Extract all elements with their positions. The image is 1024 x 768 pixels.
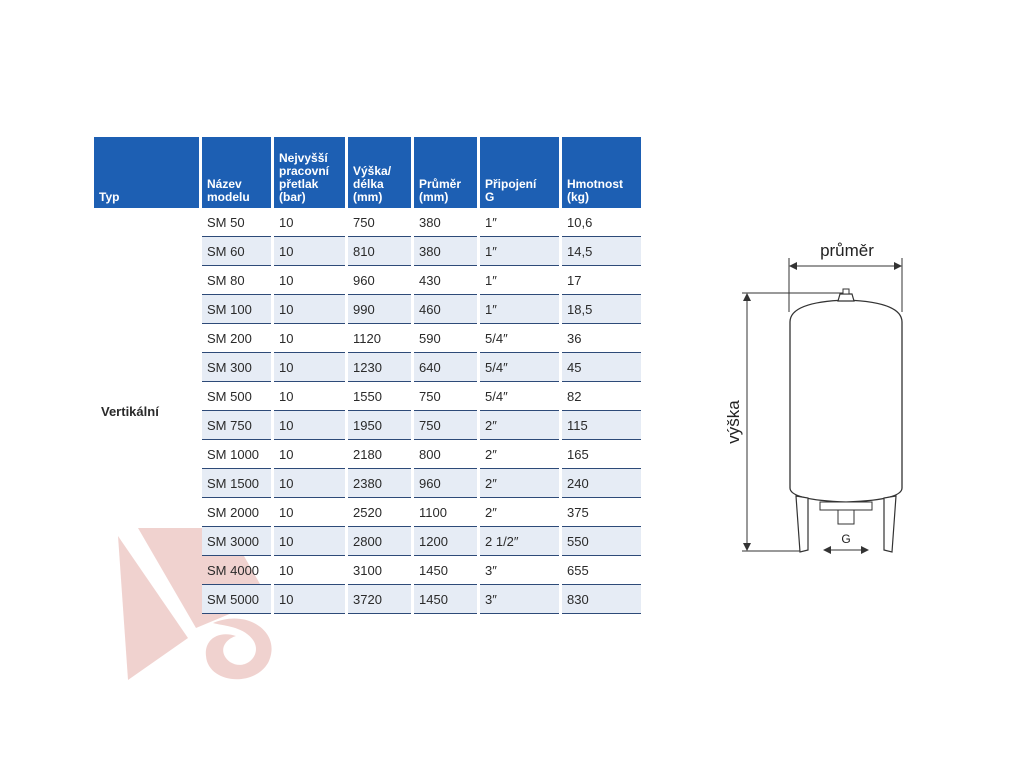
- cell-pressure: 10: [274, 237, 345, 266]
- cell-height: 990: [348, 295, 411, 324]
- cell-weight: 82: [562, 382, 641, 411]
- cell-pressure: 10: [274, 295, 345, 324]
- cell-height: 810: [348, 237, 411, 266]
- cell-diameter: 1200: [414, 527, 477, 556]
- table-header-row: [94, 137, 641, 208]
- type-cell: Vertikální: [101, 403, 159, 419]
- header-diameter: Průměr (mm): [414, 137, 477, 208]
- cell-pressure: 10: [274, 498, 345, 527]
- cell-model: SM 80: [202, 266, 271, 295]
- cell-height: 3100: [348, 556, 411, 585]
- cell-diameter: 640: [414, 353, 477, 382]
- spec-table: [91, 137, 644, 614]
- cell-connection: 2″: [480, 498, 559, 527]
- leg-right: [884, 496, 896, 552]
- cell-pressure: 10: [274, 382, 345, 411]
- cell-model: SM 3000: [202, 527, 271, 556]
- cell-connection: 5/4″: [480, 382, 559, 411]
- cell-model: SM 1500: [202, 469, 271, 498]
- vessel-body: [790, 300, 902, 502]
- cell-model: SM 500: [202, 382, 271, 411]
- cell-model: SM 50: [202, 208, 271, 237]
- header-weight: Hmotnost (kg): [562, 137, 641, 208]
- cell-model: SM 300: [202, 353, 271, 382]
- leg-left: [796, 496, 808, 552]
- cell-connection: 2″: [480, 440, 559, 469]
- cell-diameter: 590: [414, 324, 477, 353]
- vessel-diagram: [720, 230, 940, 560]
- cell-weight: 14,5: [562, 237, 641, 266]
- bottom-flange: [820, 502, 872, 510]
- cell-height: 2800: [348, 527, 411, 556]
- cell-connection: 1″: [480, 295, 559, 324]
- diameter-label: průměr: [820, 241, 874, 260]
- cell-connection: 3″: [480, 556, 559, 585]
- cell-diameter: 380: [414, 208, 477, 237]
- cell-height: 1950: [348, 411, 411, 440]
- header-height: Výška/ délka (mm): [348, 137, 411, 208]
- cell-pressure: 10: [274, 585, 345, 614]
- cell-weight: 115: [562, 411, 641, 440]
- cell-model: SM 1000: [202, 440, 271, 469]
- cell-pressure: 10: [274, 353, 345, 382]
- cell-height: 750: [348, 208, 411, 237]
- cell-pressure: 10: [274, 469, 345, 498]
- cell-weight: 45: [562, 353, 641, 382]
- cell-pressure: 10: [274, 266, 345, 295]
- header-typ: Typ: [94, 137, 199, 208]
- header-model: Název modelu: [202, 137, 271, 208]
- cell-model: SM 200: [202, 324, 271, 353]
- bottom-pipe: [838, 510, 854, 524]
- cell-height: 1120: [348, 324, 411, 353]
- cell-model: SM 5000: [202, 585, 271, 614]
- cell-diameter: 430: [414, 266, 477, 295]
- cell-height: 2380: [348, 469, 411, 498]
- cell-model: SM 100: [202, 295, 271, 324]
- cell-connection: 1″: [480, 237, 559, 266]
- cell-height: 3720: [348, 585, 411, 614]
- cell-weight: 375: [562, 498, 641, 527]
- cell-diameter: 1450: [414, 556, 477, 585]
- cell-model: SM 60: [202, 237, 271, 266]
- header-pressure: Nejvyšší pracovní přetlak (bar): [274, 137, 345, 208]
- cell-weight: 830: [562, 585, 641, 614]
- cell-model: SM 750: [202, 411, 271, 440]
- cell-diameter: 750: [414, 411, 477, 440]
- cell-height: 960: [348, 266, 411, 295]
- cell-height: 1230: [348, 353, 411, 382]
- cell-pressure: 10: [274, 527, 345, 556]
- cell-diameter: 1450: [414, 585, 477, 614]
- cell-pressure: 10: [274, 440, 345, 469]
- cell-connection: 2″: [480, 469, 559, 498]
- cell-diameter: 1100: [414, 498, 477, 527]
- table-body: [94, 208, 641, 614]
- cell-pressure: 10: [274, 411, 345, 440]
- cell-model: SM 2000: [202, 498, 271, 527]
- cell-connection: 2 1/2″: [480, 527, 559, 556]
- cell-weight: 17: [562, 266, 641, 295]
- cell-height: 1550: [348, 382, 411, 411]
- cell-connection: 2″: [480, 411, 559, 440]
- cell-diameter: 380: [414, 237, 477, 266]
- cell-height: 2520: [348, 498, 411, 527]
- cell-weight: 10,6: [562, 208, 641, 237]
- cell-weight: 655: [562, 556, 641, 585]
- cell-diameter: 460: [414, 295, 477, 324]
- connection-label: G: [841, 532, 851, 546]
- cell-diameter: 750: [414, 382, 477, 411]
- cell-weight: 18,5: [562, 295, 641, 324]
- cell-connection: 1″: [480, 266, 559, 295]
- cell-model: SM 4000: [202, 556, 271, 585]
- height-label: výška: [724, 400, 743, 444]
- cell-height: 2180: [348, 440, 411, 469]
- cell-diameter: 960: [414, 469, 477, 498]
- cell-pressure: 10: [274, 208, 345, 237]
- cell-connection: 1″: [480, 208, 559, 237]
- cell-pressure: 10: [274, 556, 345, 585]
- cell-connection: 5/4″: [480, 324, 559, 353]
- top-valve: [838, 294, 854, 301]
- cell-connection: 5/4″: [480, 353, 559, 382]
- cell-weight: 240: [562, 469, 641, 498]
- header-connection: Připojení G: [480, 137, 559, 208]
- top-valve-cap: [843, 289, 849, 294]
- cell-pressure: 10: [274, 324, 345, 353]
- cell-weight: 36: [562, 324, 641, 353]
- cell-weight: 165: [562, 440, 641, 469]
- table-row: [94, 208, 641, 237]
- cell-diameter: 800: [414, 440, 477, 469]
- cell-connection: 3″: [480, 585, 559, 614]
- cell-weight: 550: [562, 527, 641, 556]
